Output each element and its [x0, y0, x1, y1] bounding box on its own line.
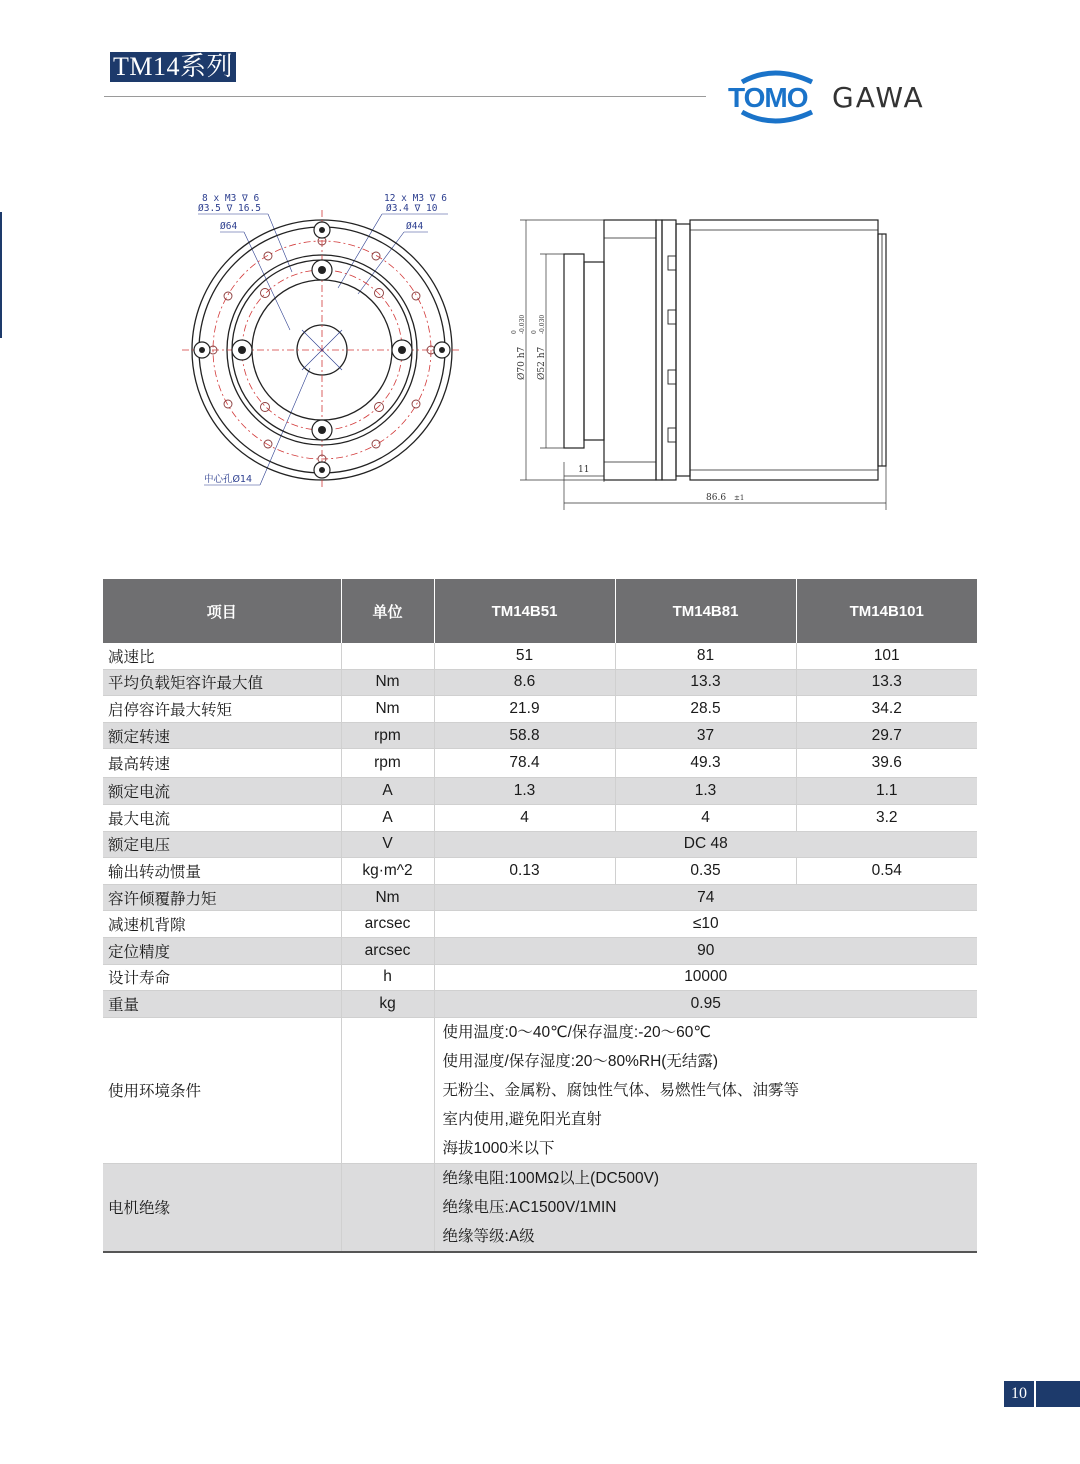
row-unit: V	[341, 831, 434, 858]
dim-11: 11	[578, 465, 590, 475]
callout-d35: Ø3.5 ∇ 16.5	[198, 203, 261, 214]
tol-d70-upper: 0	[511, 330, 518, 334]
row-unit: Nm	[341, 884, 434, 911]
table-row	[103, 858, 977, 885]
row-unit: A	[341, 804, 434, 831]
dim-d44: Ø44	[406, 221, 424, 232]
row-unit: A	[341, 778, 434, 805]
row-value: 78.4	[434, 749, 615, 778]
row-unit: arcsec	[341, 937, 434, 964]
row-unit	[341, 1017, 434, 1163]
row-item: 额定电压	[103, 831, 341, 858]
header-unit: 单位	[341, 579, 434, 643]
row-unit: rpm	[341, 722, 434, 749]
logo-arc-top	[742, 73, 812, 82]
table-row	[103, 937, 977, 964]
env-line: 使用温度:0～40℃/保存温度:-20～60℃	[442, 1023, 711, 1041]
row-value-merged: 74	[434, 884, 977, 911]
row-unit	[341, 643, 434, 669]
row-value: 0.54	[796, 858, 977, 885]
row-value-merged: 0.95	[434, 991, 977, 1018]
row-item: 最高转速	[103, 749, 341, 778]
row-value: 8.6	[434, 669, 615, 696]
header-tm14b81: TM14B81	[615, 579, 796, 643]
insulation-line: 绝缘电阻:100MΩ以上(DC500V)	[442, 1169, 660, 1187]
dim-center-hole: 中心孔Ø14	[204, 474, 253, 485]
row-value: 28.5	[615, 696, 796, 723]
insulation-line: 绝缘等级:A级	[442, 1227, 535, 1245]
row-item: 减速比	[103, 643, 341, 669]
row-value: 51	[434, 643, 615, 669]
row-unit: kg	[341, 991, 434, 1018]
env-line: 海拔1000米以下	[442, 1139, 555, 1157]
tol-d70-lower: -0.030	[519, 314, 526, 334]
row-unit: arcsec	[341, 911, 434, 938]
series-title: TM14系列	[110, 52, 236, 82]
table-header-row	[103, 579, 977, 643]
callout-12xm3: 12 x M3 ∇ 6	[384, 193, 447, 204]
header-tm14b51: TM14B51	[434, 579, 615, 643]
table-row-env	[103, 1017, 977, 1163]
row-item: 使用环境条件	[103, 1017, 341, 1163]
row-value: 37	[615, 722, 796, 749]
dim-d52: Ø52 h7	[537, 346, 547, 380]
row-value: 34.2	[796, 696, 977, 723]
table-row	[103, 778, 977, 805]
row-item: 最大电流	[103, 804, 341, 831]
row-item: 额定转速	[103, 722, 341, 749]
table-row	[103, 669, 977, 696]
table-row	[103, 831, 977, 858]
row-value: 0.35	[615, 858, 796, 885]
env-line: 室内使用,避免阳光直射	[442, 1110, 602, 1128]
row-value: 29.7	[796, 722, 977, 749]
row-value: 39.6	[796, 749, 977, 778]
row-value: 4	[434, 804, 615, 831]
table-row	[103, 722, 977, 749]
table-row	[103, 749, 977, 778]
table-row	[103, 643, 977, 669]
spec-table	[103, 579, 977, 1253]
row-value: 58.8	[434, 722, 615, 749]
row-value: 49.3	[615, 749, 796, 778]
table-row-insulation	[103, 1163, 977, 1252]
row-item: 定位精度	[103, 937, 341, 964]
table-row	[103, 804, 977, 831]
row-item: 减速机背隙	[103, 911, 341, 938]
row-unit: Nm	[341, 696, 434, 723]
logo-text-gawa: GAWA	[832, 81, 925, 114]
left-edge-mark	[0, 212, 2, 338]
row-item: 重量	[103, 991, 341, 1018]
row-item: 启停容许最大转矩	[103, 696, 341, 723]
dim-d64: Ø64	[220, 221, 238, 232]
page-number-bar	[1036, 1381, 1080, 1407]
env-line: 无粉尘、金属粉、腐蚀性气体、易燃性气体、油雾等	[442, 1081, 800, 1099]
header-rule	[104, 96, 706, 97]
row-value: 101	[796, 643, 977, 669]
row-value: 81	[615, 643, 796, 669]
env-conditions	[434, 1017, 977, 1163]
logo-text-tomo: TOMO	[728, 82, 808, 113]
row-unit: rpm	[341, 749, 434, 778]
table-row	[103, 964, 977, 991]
side-view-drawing	[500, 200, 900, 510]
row-value-merged: DC 48	[434, 831, 977, 858]
row-value: 13.3	[796, 669, 977, 696]
logo-arc-bottom	[742, 112, 812, 121]
row-value: 21.9	[434, 696, 615, 723]
tol-d52-lower: -0.030	[539, 314, 546, 334]
row-item: 设计寿命	[103, 964, 341, 991]
row-value: 1.1	[796, 778, 977, 805]
callout-d34: Ø3.4 ∇ 10	[386, 203, 438, 214]
row-value: 1.3	[434, 778, 615, 805]
row-value: 3.2	[796, 804, 977, 831]
callout-8xm3: 8 x M3 ∇ 6	[202, 193, 260, 204]
row-value-merged: 90	[434, 937, 977, 964]
row-item: 输出转动惯量	[103, 858, 341, 885]
table-row	[103, 991, 977, 1018]
row-value-merged: 10000	[434, 964, 977, 991]
row-item: 容许倾覆静力矩	[103, 884, 341, 911]
env-line: 使用湿度/保存湿度:20～80%RH(无结露)	[442, 1052, 719, 1070]
tomogawa-logo	[722, 66, 952, 128]
table-row	[103, 911, 977, 938]
table-row	[103, 884, 977, 911]
row-unit: Nm	[341, 669, 434, 696]
row-item: 平均负载矩容许最大值	[103, 669, 341, 696]
insulation-line: 绝缘电压:AC1500V/1MIN	[442, 1198, 617, 1216]
row-item: 电机绝缘	[103, 1163, 341, 1252]
row-unit	[341, 1163, 434, 1252]
row-value: 0.13	[434, 858, 615, 885]
page-number: 10	[1004, 1381, 1034, 1407]
row-unit: kg·m^2	[341, 858, 434, 885]
dim-86-6-tol: ±1	[734, 494, 745, 502]
row-value: 13.3	[615, 669, 796, 696]
dim-d70: Ø70 h7	[517, 346, 527, 380]
tol-d52-upper: 0	[531, 330, 538, 334]
row-value-merged: ≤10	[434, 911, 977, 938]
row-item: 额定电流	[103, 778, 341, 805]
header-tm14b101: TM14B101	[796, 579, 977, 643]
dim-86-6: 86.6	[706, 493, 727, 503]
header-item: 项目	[103, 579, 341, 643]
row-value: 1.3	[615, 778, 796, 805]
insulation-specs	[434, 1163, 977, 1252]
row-value: 4	[615, 804, 796, 831]
table-row	[103, 696, 977, 723]
front-view-drawing	[180, 180, 480, 490]
row-unit: h	[341, 964, 434, 991]
